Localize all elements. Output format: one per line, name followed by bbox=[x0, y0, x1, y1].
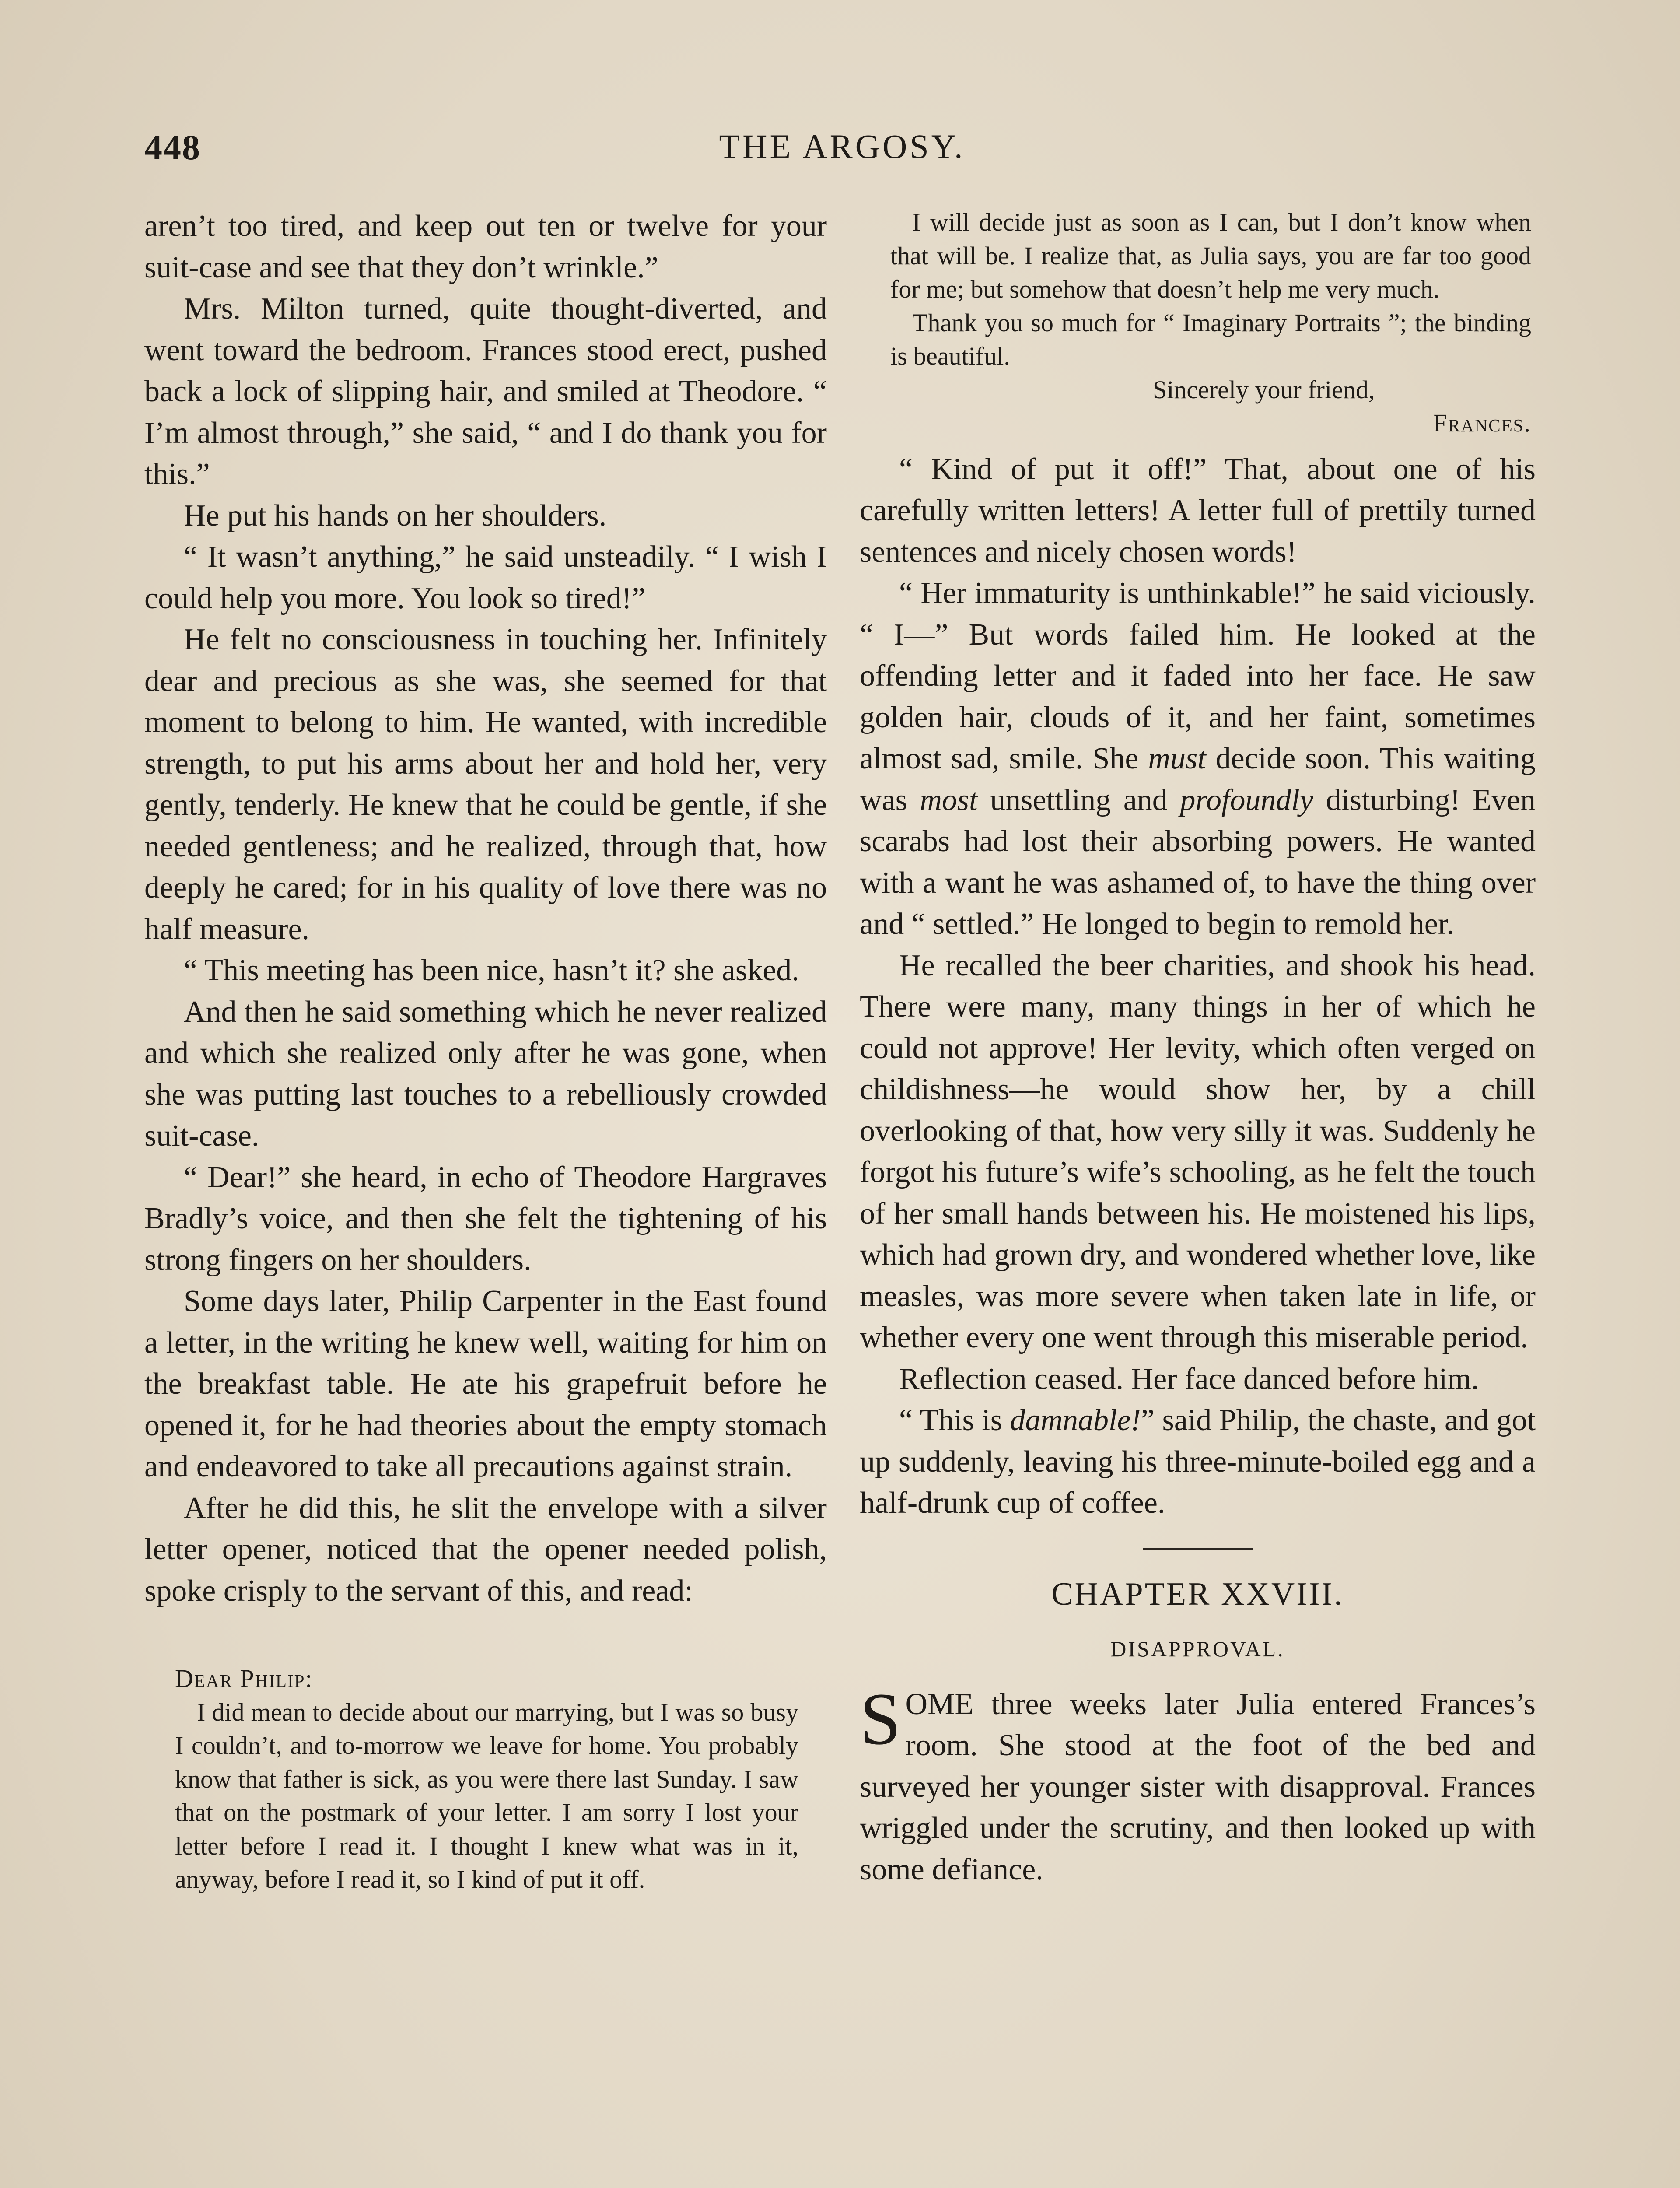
letter-salutation: Dear Philip: bbox=[175, 1664, 313, 1693]
letter-closing: Sincerely your friend, bbox=[1153, 375, 1375, 404]
paragraph: “ Dear!” she heard, in echo of Theodore Hargraves Bradly’s voice, and then she felt the tightening of his strong fingers on her shoulders. bbox=[144, 1160, 827, 1277]
letter-paragraph: Thank you so much for “ Imaginary Portraits ”; the binding is beautiful. bbox=[890, 308, 1531, 370]
letter-paragraph: I will decide just as soon as I can, but I don’t know when that will be. I realize that, as Julia says, you are far too good for me; but somehow that doesn’t help me very much. bbox=[890, 208, 1531, 303]
page-number: 448 bbox=[144, 127, 201, 167]
letter-continued bbox=[860, 206, 1536, 440]
drop-cap: S bbox=[860, 1677, 901, 1760]
letter-signature: Frances. bbox=[1433, 409, 1531, 437]
paragraph: aren’t too tired, and keep out ten or twelve for your suit-case and see that they don’t wrinkle.” bbox=[144, 209, 827, 284]
paragraph: And then he said something which he never realized and which she realized only after he was gone, when she was putting last touches to a rebelliously crowded suit-case. bbox=[144, 995, 827, 1153]
paragraph: “ It wasn’t anything,” he said unsteadily. “ I wish I could help you more. You look so tired!” bbox=[144, 540, 827, 615]
paragraph: “ This meeting has been nice, hasn’t it? she asked. bbox=[184, 954, 799, 987]
paragraph: He felt no consciousness in touching her. Infinitely dear and precious as she was, she seemed for that moment to belong to him. He wanted, with incredible strength, to put his arms about her and hold her, very gently, tenderly. He knew that he could be gentle, if she needed gentleness; and he realized, through that, how deeply he cared; for in his quality of love there was no half measure. bbox=[144, 623, 827, 946]
chapter-opening-paragraph: SOME three weeks later Julia entered Frances’s room. She stood at the foot of the bed and surveyed her younger sister with disapproval. Frances wriggled under the scrutiny, and then looked up with some defiance. bbox=[860, 1677, 1536, 1886]
paragraph: Mrs. Milton turned, quite thought-diverted, and went toward the bedroom. Frances stood erect, pushed back a lock of slipping hair, and smiled at Theodore. “ I’m almost through,” she said, “ and I do thank you for this.” bbox=[144, 292, 827, 491]
page-header bbox=[144, 127, 1540, 179]
letter-to-philip bbox=[144, 1662, 827, 1897]
left-column bbox=[144, 206, 827, 1897]
paragraph: “ Kind of put it off!” That, about one of his carefully written letters! A letter full of prettily turned sentences and nicely chosen words! bbox=[860, 452, 1536, 569]
paragraph: Reflection ceased. Her face danced before him. bbox=[899, 1362, 1479, 1396]
paragraph: He put his hands on her shoulders. bbox=[184, 498, 607, 533]
chapter-title: CHAPTER XXVIII. bbox=[1051, 1576, 1344, 1612]
letter-body: I did mean to decide about our marrying, but I was so busy I couldn’t, and to-morrow we leave for home. You probably know that father is sick, as you were there last Sunday. I saw that on the postmark of your letter. I am sorry I lost your letter before I read it. I thought I knew what was in it, anyway, before I read it, so I kind of put it off. bbox=[175, 1697, 798, 1893]
paragraph: Some days later, Philip Carpenter in the East found a letter, in the writing he knew well, waiting for him on the breakfast table. He ate his grapefruit before he opened it, for he had theories about the empty stomach and endeavored to take all precautions against strain. bbox=[144, 1284, 827, 1483]
paragraph: After he did this, he slit the envelope with a silver letter opener, noticed that the opener needed polish, spoke crisply to the servant of this, and read: bbox=[144, 1491, 827, 1608]
paragraph: He recalled the beer charities, and shook his head. There were many, many things in her of which he could not approve! Her levity, which often verged on childishness—he would show her, by a chill overlooking of that, how very silly it was. Suddenly he forgot his future’s wife’s schooling, as he felt the touch of her small hands between his. He moistened his lips, which had grown dry, and wondered whether love, like measles, was more severe when taken late in life, or whether every one went through this miserable period. bbox=[860, 948, 1536, 1354]
paragraph: “ Her immaturity is unthinkable!” he said viciously. “ I—” But words failed him. He looked at the offending letter and it faded into her face. He saw golden hair, clouds of it, and her faint, sometimes almost sad, smile. She must decide soon. This waiting was most unsettling and profoundly disturbing! Even scarabs had lost their absorbing powers. He wanted with a want he was ashamed of, to have the thing over and “ settled.” He longed to begin to remold her. bbox=[860, 576, 1536, 941]
chapter-subtitle: DISAPPROVAL. bbox=[1110, 1636, 1285, 1661]
right-column bbox=[860, 206, 1536, 1890]
paragraph: “ This is damnable!” said Philip, the chaste, and got up suddenly, leaving his three-minute-boiled egg and a half-drunk cup of coffee. bbox=[860, 1403, 1536, 1520]
running-head: THE ARGOSY. bbox=[719, 127, 966, 165]
section-divider bbox=[1143, 1548, 1253, 1550]
